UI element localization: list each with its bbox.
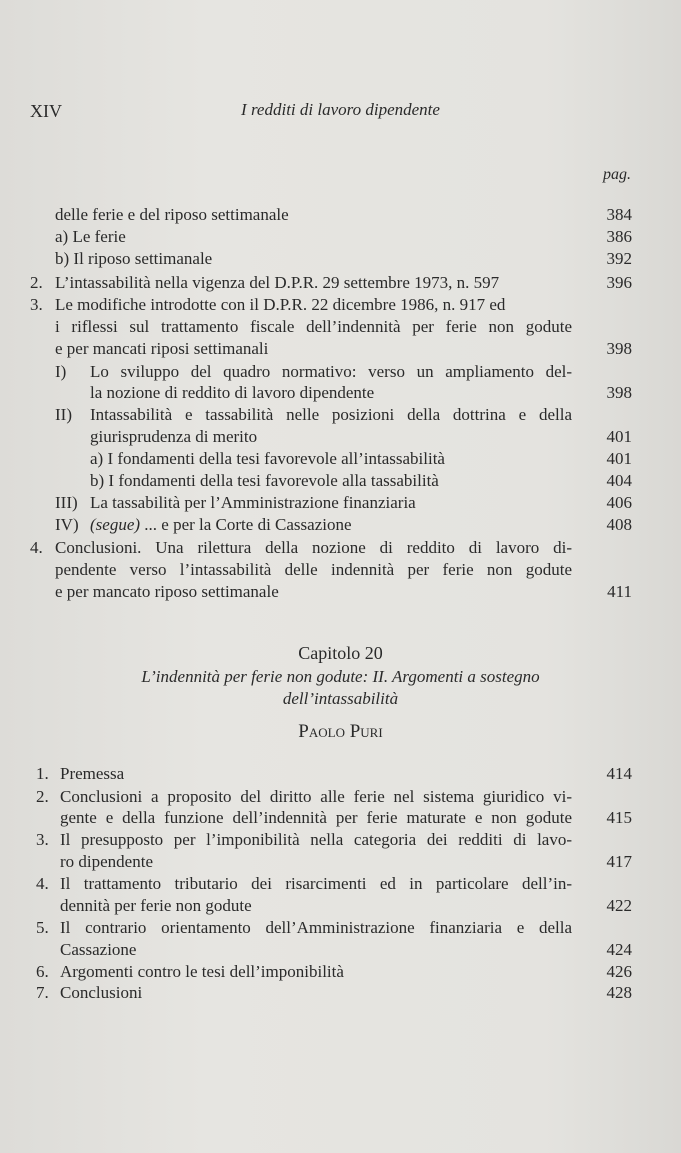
toc-line — [0, 361, 681, 383]
toc-entry-text: b) I fondamenti della tesi favorevole alla tassabilità — [90, 471, 439, 490]
toc-line — [0, 294, 681, 316]
page-number: XIV — [30, 101, 62, 121]
toc-entry-text: Lo sviluppo del quadro normativo: verso un ampliamento del- — [90, 362, 572, 381]
toc-entry-text: Il trattamento tributario dei risarcimenti ed in particolare dell’in- — [60, 874, 572, 893]
toc-line — [0, 559, 681, 581]
toc-number: 6. — [36, 962, 49, 981]
toc-line — [0, 786, 681, 808]
toc-page-number: 428 — [606, 983, 632, 1002]
toc-line — [0, 492, 681, 514]
toc-number: 3. — [30, 295, 43, 314]
toc-entry-text: e per mancato riposo settimanale — [55, 582, 279, 601]
toc-page-number: 396 — [606, 273, 632, 292]
toc-line — [0, 982, 681, 1004]
toc-number: 4. — [36, 874, 49, 893]
toc-line — [0, 939, 681, 961]
toc-entry-text: Il presupposto per l’imponibilità nella categoria dei redditi di lavo- — [60, 830, 572, 849]
toc-entry-text: La tassabilità per l’Amministrazione finanziaria — [90, 493, 416, 512]
toc-line — [0, 829, 681, 851]
toc-line — [0, 248, 681, 270]
toc-page-number: 424 — [606, 940, 632, 959]
toc-entry-text: e per mancati riposi settimanali — [55, 339, 269, 358]
toc-entry-text: i riflessi sul trattamento fiscale dell’indennità per ferie non godute — [55, 317, 572, 336]
toc-line — [0, 581, 681, 603]
toc-entry-text: L’intassabilità nella vigenza del D.P.R. 29 settembre 1973, n. 597 — [55, 273, 500, 292]
toc-line — [0, 448, 681, 470]
toc-page-number: 401 — [606, 449, 632, 468]
toc-entry-text: Il contrario orientamento dell’Amministrazione finanziaria e della — [60, 918, 572, 937]
toc-entry-text: ro dipendente — [60, 852, 153, 871]
toc-number: 2. — [36, 787, 49, 806]
toc-line — [0, 514, 681, 536]
toc-number: 1. — [36, 764, 49, 783]
toc-page-number: 417 — [606, 852, 632, 871]
toc-entry-text: (segue) ... e per la Corte di Cassazione — [90, 515, 352, 534]
toc-line — [0, 272, 681, 294]
toc-number: III) — [55, 493, 78, 512]
pag-label: pag. — [603, 166, 631, 183]
toc-line — [0, 470, 681, 492]
toc-page-number: 404 — [606, 471, 632, 490]
toc-entry-text: Intassabilità e tassabilità nelle posizioni della dottrina e della — [90, 405, 572, 424]
toc-page-number: 398 — [606, 339, 632, 358]
toc-line — [0, 338, 681, 360]
toc-number: II) — [55, 405, 72, 424]
toc-number: 3. — [36, 830, 49, 849]
toc-entry-text: a) Le ferie — [55, 227, 126, 246]
toc-line — [0, 851, 681, 873]
toc-entry-text: giurisprudenza di merito — [90, 427, 258, 446]
toc-line — [0, 426, 681, 448]
toc-page-number: 415 — [606, 808, 632, 827]
toc-line — [0, 404, 681, 426]
toc-page-number: 406 — [606, 493, 632, 512]
toc-page-number: 408 — [606, 515, 632, 534]
toc-entry-text: pendente verso l’intassabilità delle indennità per ferie non godute — [55, 560, 572, 579]
toc-entry-text: Conclusioni. Una rilettura della nozione di reddito di lavoro di- — [55, 538, 572, 557]
toc-line — [0, 763, 681, 785]
toc-line — [0, 873, 681, 895]
toc-line — [0, 961, 681, 983]
chapter-title-line2: dell’intassabilità — [282, 689, 399, 708]
running-title: I redditi di lavoro dipendente — [241, 100, 440, 119]
toc-page-number: 422 — [606, 896, 632, 915]
toc-line — [0, 917, 681, 939]
toc-page-number: 386 — [606, 227, 632, 246]
toc-entry-text: Conclusioni a proposito del diritto alle ferie nel sistema giuridico vi- — [60, 787, 572, 806]
toc-line — [0, 204, 681, 226]
toc-page-number: 398 — [606, 383, 632, 402]
chapter-author: Paolo Puri — [298, 721, 383, 742]
toc-number: 7. — [36, 983, 49, 1002]
toc-number: 4. — [30, 538, 43, 557]
toc-line — [0, 316, 681, 338]
toc-line — [0, 807, 681, 829]
toc-line — [0, 537, 681, 559]
toc-page-number: 384 — [606, 205, 632, 224]
toc-entry-text: Premessa — [60, 764, 125, 783]
toc-page-number: 401 — [606, 427, 632, 446]
toc-page-number: 414 — [606, 764, 632, 783]
toc-number: I) — [55, 362, 67, 381]
toc-page-number: 392 — [606, 249, 632, 268]
chapter-label: Capitolo 20 — [298, 643, 383, 663]
toc-number: IV) — [55, 515, 79, 534]
toc-entry-text: Cassazione — [60, 940, 137, 959]
toc-entry-text: a) I fondamenti della tesi favorevole all’intassabilità — [90, 449, 445, 468]
toc-entry-text: gente e della funzione dell’indennità per ferie maturate e non godute — [60, 808, 572, 827]
toc-line — [0, 226, 681, 248]
toc-entry-text: delle ferie e del riposo settimanale — [55, 205, 289, 224]
toc-entry-text: Conclusioni — [60, 983, 143, 1002]
chapter-title-line1: L’indennità per ferie non godute: II. Argomenti a sostegno — [141, 667, 540, 686]
toc-line — [0, 382, 681, 404]
toc-entry-text: b) Il riposo settimanale — [55, 249, 213, 268]
toc-page-number: 411 — [607, 582, 632, 601]
toc-page-number: 426 — [606, 962, 632, 981]
toc-entry-text: dennità per ferie non godute — [60, 896, 252, 915]
toc-number: 5. — [36, 918, 49, 937]
toc-entry-text: Argomenti contro le tesi dell’imponibilità — [60, 962, 344, 981]
toc-entry-text: Le modifiche introdotte con il D.P.R. 22 dicembre 1986, n. 917 ed — [55, 295, 506, 314]
toc-line — [0, 895, 681, 917]
toc-entry-text: la nozione di reddito di lavoro dipendente — [90, 383, 375, 402]
toc-number: 2. — [30, 273, 43, 292]
